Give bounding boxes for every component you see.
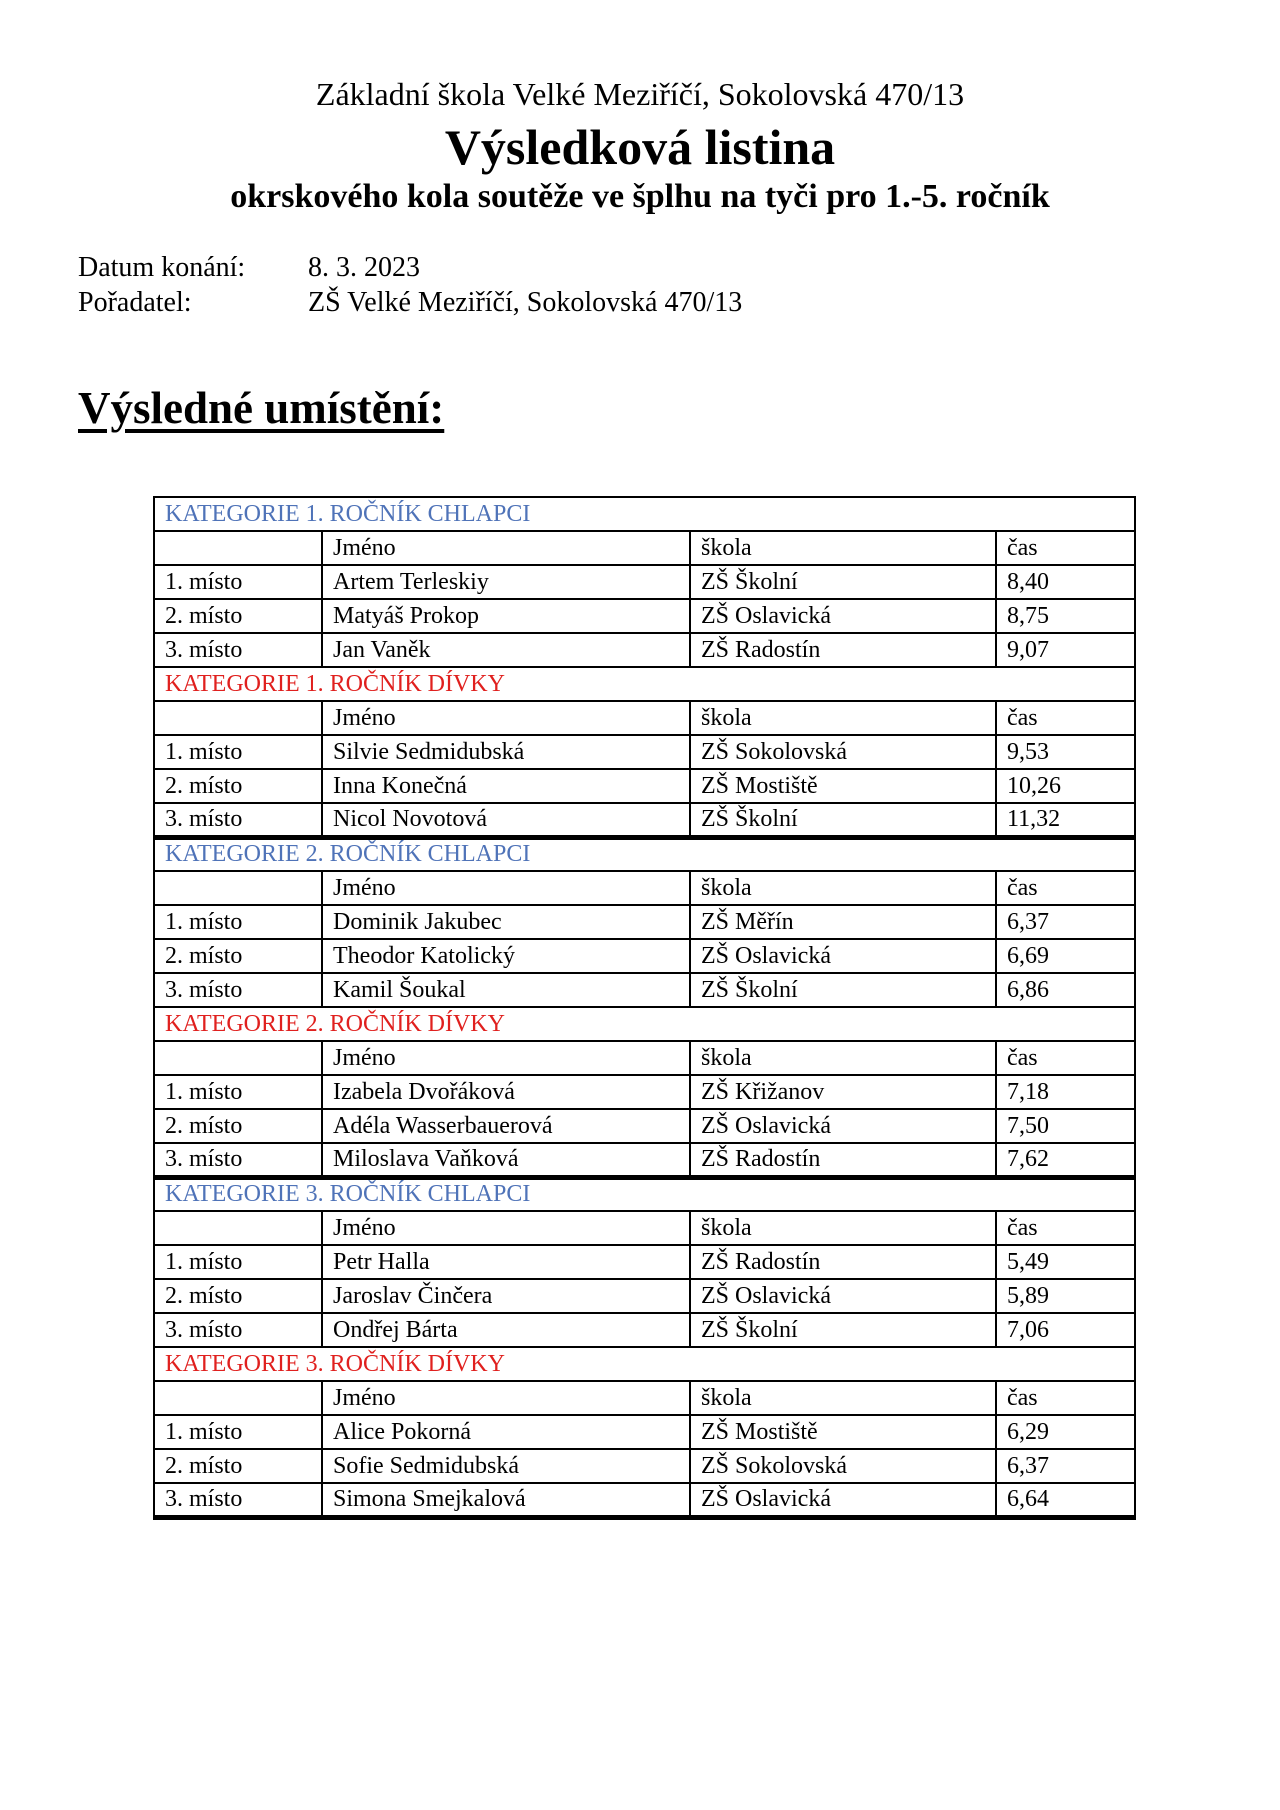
- header-placement: [154, 1211, 322, 1245]
- time-cell: 8,75: [996, 599, 1135, 633]
- table-row: [154, 1449, 1135, 1483]
- time-cell: 6,86: [996, 973, 1135, 1007]
- category-title: KATEGORIE 1. ROČNÍK CHLAPCI: [154, 497, 1135, 531]
- header-name: Jméno: [322, 531, 690, 565]
- time-cell: 7,06: [996, 1313, 1135, 1347]
- name-cell: Matyáš Prokop: [322, 599, 690, 633]
- placement-cell: 3. místo: [154, 1313, 322, 1347]
- header-name: Jméno: [322, 871, 690, 905]
- placement-cell: 3. místo: [154, 803, 322, 837]
- school-cell: ZŠ Školní: [690, 973, 996, 1007]
- header-school: škola: [690, 701, 996, 735]
- time-cell: 10,26: [996, 769, 1135, 803]
- time-cell: 6,37: [996, 1449, 1135, 1483]
- header-school: škola: [690, 531, 996, 565]
- name-cell: Alice Pokorná: [322, 1415, 690, 1449]
- school-cell: ZŠ Oslavická: [690, 1279, 996, 1313]
- placement-cell: 2. místo: [154, 1109, 322, 1143]
- school-cell: ZŠ Školní: [690, 1313, 996, 1347]
- category-title: KATEGORIE 3. ROČNÍK CHLAPCI: [154, 1177, 1135, 1211]
- placement-cell: 1. místo: [154, 1415, 322, 1449]
- placement-cell: 2. místo: [154, 939, 322, 973]
- table-row: [154, 633, 1135, 667]
- name-cell: Izabela Dvořáková: [322, 1075, 690, 1109]
- time-cell: 8,40: [996, 565, 1135, 599]
- category-block: [154, 1347, 1135, 1517]
- category-title: KATEGORIE 1. ROČNÍK DÍVKY: [154, 667, 1135, 701]
- table-header-row: [154, 1211, 1135, 1245]
- name-cell: Jaroslav Činčera: [322, 1279, 690, 1313]
- placement-cell: 3. místo: [154, 1483, 322, 1517]
- category-block: [154, 667, 1135, 837]
- placement-cell: 1. místo: [154, 1075, 322, 1109]
- category-title-row: [154, 1177, 1135, 1211]
- table-row: [154, 973, 1135, 1007]
- header-school: škola: [690, 1041, 996, 1075]
- time-cell: 11,32: [996, 803, 1135, 837]
- placement-cell: 3. místo: [154, 633, 322, 667]
- placement-cell: 1. místo: [154, 905, 322, 939]
- table-row: [154, 1279, 1135, 1313]
- results-heading: Výsledné umístění:: [78, 383, 445, 433]
- name-cell: Simona Smejkalová: [322, 1483, 690, 1517]
- school-cell: ZŠ Radostín: [690, 633, 996, 667]
- school-cell: ZŠ Školní: [690, 565, 996, 599]
- header-time: čas: [996, 1211, 1135, 1245]
- placement-cell: 3. místo: [154, 1143, 322, 1177]
- table-row: [154, 565, 1135, 599]
- school-cell: ZŠ Radostín: [690, 1245, 996, 1279]
- school-cell: ZŠ Radostín: [690, 1143, 996, 1177]
- header-placement: [154, 871, 322, 905]
- page-subtitle: okrskového kola soutěže ve šplhu na tyči pro 1.-5. ročník: [230, 178, 1050, 215]
- name-cell: Kamil Šoukal: [322, 973, 690, 1007]
- placement-cell: 2. místo: [154, 769, 322, 803]
- name-cell: Dominik Jakubec: [322, 905, 690, 939]
- school-cell: ZŠ Křižanov: [690, 1075, 996, 1109]
- time-cell: 9,07: [996, 633, 1135, 667]
- table-header-row: [154, 1381, 1135, 1415]
- date-label: Datum konání:: [78, 252, 246, 283]
- name-cell: Adéla Wasserbauerová: [322, 1109, 690, 1143]
- placement-cell: 3. místo: [154, 973, 322, 1007]
- name-cell: Miloslava Vaňková: [322, 1143, 690, 1177]
- placement-cell: 2. místo: [154, 1279, 322, 1313]
- table-header-row: [154, 531, 1135, 565]
- header-time: čas: [996, 701, 1135, 735]
- name-cell: Petr Halla: [322, 1245, 690, 1279]
- category-title: KATEGORIE 2. ROČNÍK DÍVKY: [154, 1007, 1135, 1041]
- results-table: [153, 496, 1136, 1520]
- table-row: [154, 1245, 1135, 1279]
- school-cell: ZŠ Měřín: [690, 905, 996, 939]
- placement-cell: 2. místo: [154, 599, 322, 633]
- table-header-row: [154, 1041, 1135, 1075]
- header-school: škola: [690, 1211, 996, 1245]
- header-name: Jméno: [322, 701, 690, 735]
- time-cell: 6,64: [996, 1483, 1135, 1517]
- school-cell: ZŠ Oslavická: [690, 1483, 996, 1517]
- table-row: [154, 1075, 1135, 1109]
- category-title-row: [154, 1007, 1135, 1041]
- table-row: [154, 599, 1135, 633]
- table-row: [154, 735, 1135, 769]
- name-cell: Jan Vaněk: [322, 633, 690, 667]
- school-cell: ZŠ Sokolovská: [690, 1449, 996, 1483]
- school-cell: ZŠ Mostiště: [690, 1415, 996, 1449]
- page-title: Výsledková listina: [444, 119, 836, 175]
- table-row: [154, 905, 1135, 939]
- placement-cell: 1. místo: [154, 735, 322, 769]
- table-header-row: [154, 701, 1135, 735]
- category-title-row: [154, 667, 1135, 701]
- time-cell: 6,29: [996, 1415, 1135, 1449]
- school-cell: ZŠ Oslavická: [690, 939, 996, 973]
- category-block: [154, 1007, 1135, 1177]
- header-time: čas: [996, 1381, 1135, 1415]
- header-time: čas: [996, 1041, 1135, 1075]
- name-cell: Artem Terleskiy: [322, 565, 690, 599]
- category-block: [154, 497, 1135, 667]
- placement-cell: 1. místo: [154, 1245, 322, 1279]
- name-cell: Silvie Sedmidubská: [322, 735, 690, 769]
- time-cell: 7,62: [996, 1143, 1135, 1177]
- name-cell: Sofie Sedmidubská: [322, 1449, 690, 1483]
- header-school: škola: [690, 1381, 996, 1415]
- school-cell: ZŠ Mostiště: [690, 769, 996, 803]
- table-row: [154, 769, 1135, 803]
- name-cell: Ondřej Bárta: [322, 1313, 690, 1347]
- school-cell: ZŠ Sokolovská: [690, 735, 996, 769]
- category-title-row: [154, 1347, 1135, 1381]
- time-cell: 6,69: [996, 939, 1135, 973]
- header-placement: [154, 531, 322, 565]
- category-block: [154, 1177, 1135, 1347]
- time-cell: 9,53: [996, 735, 1135, 769]
- table-row: [154, 1415, 1135, 1449]
- header-placement: [154, 1041, 322, 1075]
- header-school: škola: [690, 871, 996, 905]
- time-cell: 7,18: [996, 1075, 1135, 1109]
- time-cell: 5,89: [996, 1279, 1135, 1313]
- table-row: [154, 1143, 1135, 1177]
- organizer-value: ZŠ Velké Meziříčí, Sokolovská 470/13: [308, 287, 743, 318]
- category-block: [154, 837, 1135, 1007]
- organizer-label: Pořadatel:: [78, 287, 192, 318]
- header-name: Jméno: [322, 1381, 690, 1415]
- header-name: Jméno: [322, 1041, 690, 1075]
- school-cell: ZŠ Oslavická: [690, 599, 996, 633]
- name-cell: Inna Konečná: [322, 769, 690, 803]
- school-cell: ZŠ Oslavická: [690, 1109, 996, 1143]
- table-row: [154, 1483, 1135, 1517]
- header-time: čas: [996, 871, 1135, 905]
- time-cell: 5,49: [996, 1245, 1135, 1279]
- category-title-row: [154, 497, 1135, 531]
- school-name: Základní škola Velké Meziříčí, Sokolovská 470/13: [315, 76, 965, 112]
- category-title: KATEGORIE 2. ROČNÍK CHLAPCI: [154, 837, 1135, 871]
- table-row: [154, 1109, 1135, 1143]
- header-placement: [154, 1381, 322, 1415]
- category-title: KATEGORIE 3. ROČNÍK DÍVKY: [154, 1347, 1135, 1381]
- category-title-row: [154, 837, 1135, 871]
- table-row: [154, 939, 1135, 973]
- school-cell: ZŠ Školní: [690, 803, 996, 837]
- table-row: [154, 803, 1135, 837]
- table-row: [154, 1313, 1135, 1347]
- header-time: čas: [996, 531, 1135, 565]
- table-header-row: [154, 871, 1135, 905]
- time-cell: 7,50: [996, 1109, 1135, 1143]
- time-cell: 6,37: [996, 905, 1135, 939]
- placement-cell: 1. místo: [154, 565, 322, 599]
- placement-cell: 2. místo: [154, 1449, 322, 1483]
- date-value: 8. 3. 2023: [308, 252, 420, 283]
- name-cell: Theodor Katolický: [322, 939, 690, 973]
- header-name: Jméno: [322, 1211, 690, 1245]
- name-cell: Nicol Novotová: [322, 803, 690, 837]
- header-placement: [154, 701, 322, 735]
